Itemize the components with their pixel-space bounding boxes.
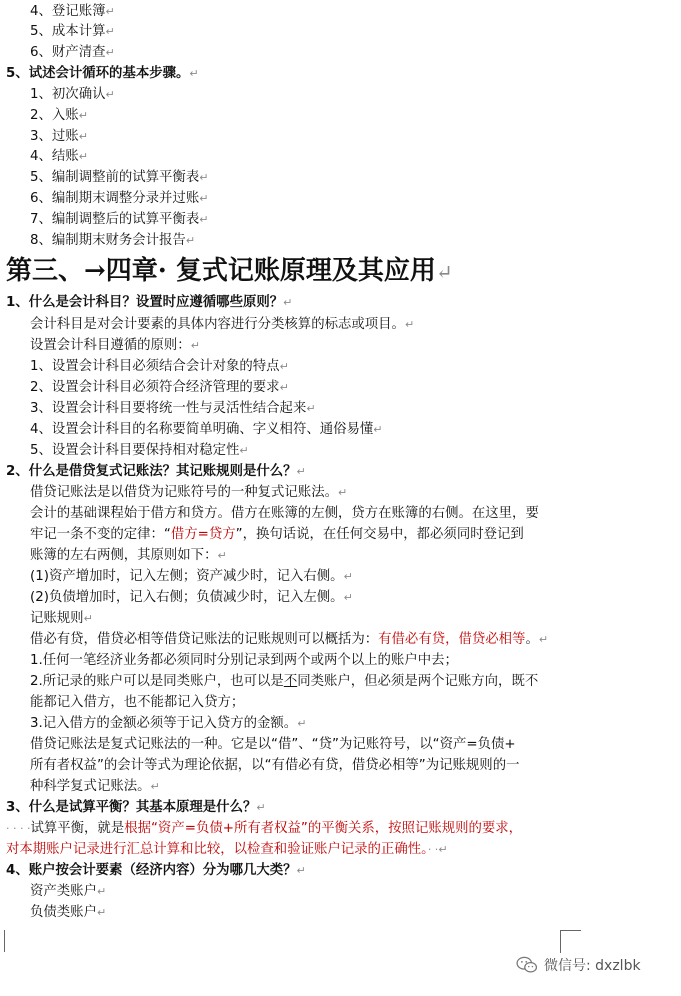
paragraph-mark: ↵ bbox=[538, 633, 549, 646]
list-item: 5、设置会计科目要保持相对稳定性↵ bbox=[30, 443, 249, 458]
highlight-text: 对本期账户记录进行汇总计算和比较，以检查和验证账户记录的正确性。 bbox=[6, 842, 428, 857]
paragraph-line: 能都记入借方，也不能都记入贷方； bbox=[30, 695, 245, 710]
paragraph-mark: ↵ bbox=[296, 465, 306, 478]
paragraph: (1)资产增加时，记入左侧；资产减少时，记入右侧。↵ bbox=[30, 569, 353, 584]
list-item: 6、编制期末调整分录并过账↵ bbox=[30, 191, 209, 206]
paragraph-mark: ↵ bbox=[199, 213, 209, 226]
paragraph-line: 2.所记录的账户可以是同类账户，也可以是不同类账户，但必须是两个记账方向，既不 bbox=[30, 674, 539, 689]
highlight-text: 借方=贷方 bbox=[170, 527, 236, 542]
paragraph-mark: ↵ bbox=[239, 444, 249, 457]
paragraph: 借贷记账法是以借贷为记账符号的一种复式记账法。↵ bbox=[30, 485, 348, 500]
paragraph-mark: ↵ bbox=[199, 192, 209, 205]
paragraph-mark: ↵ bbox=[105, 25, 115, 38]
crop-mark-right bbox=[560, 930, 581, 953]
list-item: 4、登记账簿↵ bbox=[30, 4, 115, 19]
paragraph-mark: ↵ bbox=[435, 260, 453, 284]
paragraph-mark: ↵ bbox=[96, 906, 107, 919]
highlight-text: 根据“资产=负债+所有者权益”的平衡关系，按照记账规则的要求， bbox=[124, 821, 523, 836]
wechat-icon bbox=[516, 956, 538, 974]
paragraph-line: 所有者权益”的会计等式为理论依据，以“有借必有贷，借贷必相等”为记账规则的一 bbox=[30, 758, 520, 773]
paragraph: 3.记入借方的金额必须等于记入贷方的金额。↵ bbox=[30, 716, 307, 731]
paragraph-mark: ↵ bbox=[337, 486, 348, 499]
list-item: 2、设置会计科目必须符合经济管理的要求↵ bbox=[30, 380, 289, 395]
paragraph-mark: ↵ bbox=[373, 423, 383, 436]
paragraph-mark: ↵ bbox=[279, 381, 289, 394]
paragraph-mark: ↵ bbox=[438, 843, 448, 856]
paragraph-mark: ↵ bbox=[404, 318, 415, 331]
paragraph: 借必有贷，借贷必相等借贷记账法的记账规则可以概括为：有借必有贷，借贷必相等。↵ bbox=[30, 632, 549, 647]
paragraph-mark: ↵ bbox=[306, 402, 316, 415]
paragraph-line: 种科学复式记账法。↵ bbox=[30, 779, 160, 794]
paragraph-mark: ↵ bbox=[217, 549, 227, 562]
paragraph: (2)负债增加时，记入右侧；负债减少时，记入左侧。↵ bbox=[30, 590, 353, 605]
question-heading: 3、什么是试算平衡？其基本原理是什么？↵ bbox=[6, 800, 266, 815]
list-item: 负债类账户↵ bbox=[30, 905, 107, 920]
paragraph-line: 账簿的左右两侧，其原则如下：↵ bbox=[30, 548, 227, 563]
paragraph-line bbox=[6, 840, 448, 860]
list-item: 4、结账↵ bbox=[30, 149, 88, 164]
question-heading: 1、什么是会计科目？设置时应遵循哪些原则？↵ bbox=[6, 295, 293, 310]
paragraph-mark: ↵ bbox=[256, 801, 266, 814]
paragraph-mark: ↵ bbox=[297, 717, 307, 730]
paragraph-line: 牢记一条不变的定律：“借方=贷方”，换句话说，在任何交易中，都必须同时登记到 bbox=[30, 527, 524, 542]
paragraph-line: 借贷记账法是复式记账法的一种。它是以“借”、“贷”为记账符号，以“资产=负债+ bbox=[30, 737, 516, 752]
paragraph-mark: ↵ bbox=[105, 46, 115, 59]
paragraph-mark: ↵ bbox=[96, 885, 107, 898]
list-item: 5、编制调整前的试算平衡表↵ bbox=[30, 170, 209, 185]
paragraph-mark: ↵ bbox=[343, 570, 353, 583]
list-item: 1、设置会计科目必须结合会计对象的特点↵ bbox=[30, 359, 289, 374]
list-item: 2、入账↵ bbox=[30, 108, 88, 123]
underlined-text: 不 bbox=[283, 674, 298, 689]
crop-mark-left bbox=[4, 930, 5, 952]
paragraph-mark: ↵ bbox=[190, 339, 200, 352]
paragraph-mark: ↵ bbox=[150, 780, 160, 793]
paragraph-mark: ↵ bbox=[78, 130, 88, 143]
paragraph-mark: ↵ bbox=[343, 591, 353, 604]
list-item: 8、编制期末财务会计报告↵ bbox=[30, 233, 196, 248]
paragraph-mark: ↵ bbox=[189, 67, 199, 80]
question-heading: 2、什么是借贷复式记账法？其记账规则是什么？↵ bbox=[6, 464, 306, 479]
list-item: 5、成本计算↵ bbox=[30, 24, 115, 39]
paragraph: 记账规则↵ bbox=[30, 611, 93, 626]
list-item: 7、编制调整后的试算平衡表↵ bbox=[30, 212, 209, 227]
question-heading: 5、试述会计循环的基本步骤。↵ bbox=[6, 66, 199, 81]
paragraph-mark: ↵ bbox=[105, 88, 115, 101]
list-item: 3、过账↵ bbox=[30, 129, 88, 144]
paragraph-mark: ↵ bbox=[296, 864, 306, 877]
question-heading: 4、账户按会计要素（经济内容）分为哪几大类？↵ bbox=[6, 863, 306, 878]
list-item: 资产类账户↵ bbox=[30, 884, 107, 899]
paragraph-mark: ↵ bbox=[83, 612, 93, 625]
chapter-title: 第三、→四章· 复式记账原理及其应用↵ bbox=[6, 256, 453, 286]
space-marks: · · · · bbox=[6, 822, 31, 835]
paragraph-mark: ↵ bbox=[78, 109, 88, 122]
watermark-text: 微信号: dxzlbk bbox=[544, 958, 641, 974]
paragraph-mark: ↵ bbox=[185, 234, 196, 247]
paragraph: 1.任何一笔经济业务都必须同时分别记录到两个或两个以上的账户中去； bbox=[30, 653, 458, 668]
highlight-text: 有借必有贷，借贷必相等 bbox=[378, 632, 526, 647]
list-item: 6、财产清查↵ bbox=[30, 45, 115, 60]
paragraph: 设置会计科目遵循的原则：↵ bbox=[30, 338, 200, 353]
list-item: 4、设置会计科目的名称要简单明确、字义相符、通俗易懂↵ bbox=[30, 422, 383, 437]
paragraph-mark: ↵ bbox=[78, 150, 88, 163]
paragraph-mark: ↵ bbox=[279, 360, 289, 373]
list-item: 1、初次确认↵ bbox=[30, 87, 115, 102]
paragraph-line: · · · ·试算平衡，就是根据“资产=负债+所有者权益”的平衡关系，按照记账规则的要求， bbox=[6, 821, 523, 836]
list-item: 3、设置会计科目要将统一性与灵活性结合起来↵ bbox=[30, 401, 316, 416]
paragraph-line: 会计的基础课程始于借方和贷方。借方在账簿的左侧，贷方在账簿的右侧。在这里，要 bbox=[30, 506, 539, 521]
paragraph-mark: ↵ bbox=[105, 5, 115, 18]
wechat-watermark bbox=[516, 955, 641, 975]
space-marks: · · bbox=[427, 843, 439, 856]
paragraph-mark: ↵ bbox=[199, 171, 209, 184]
paragraph: 会计科目是对会计要素的具体内容进行分类核算的标志或项目。↵ bbox=[30, 317, 415, 332]
paragraph-mark: ↵ bbox=[283, 296, 293, 309]
